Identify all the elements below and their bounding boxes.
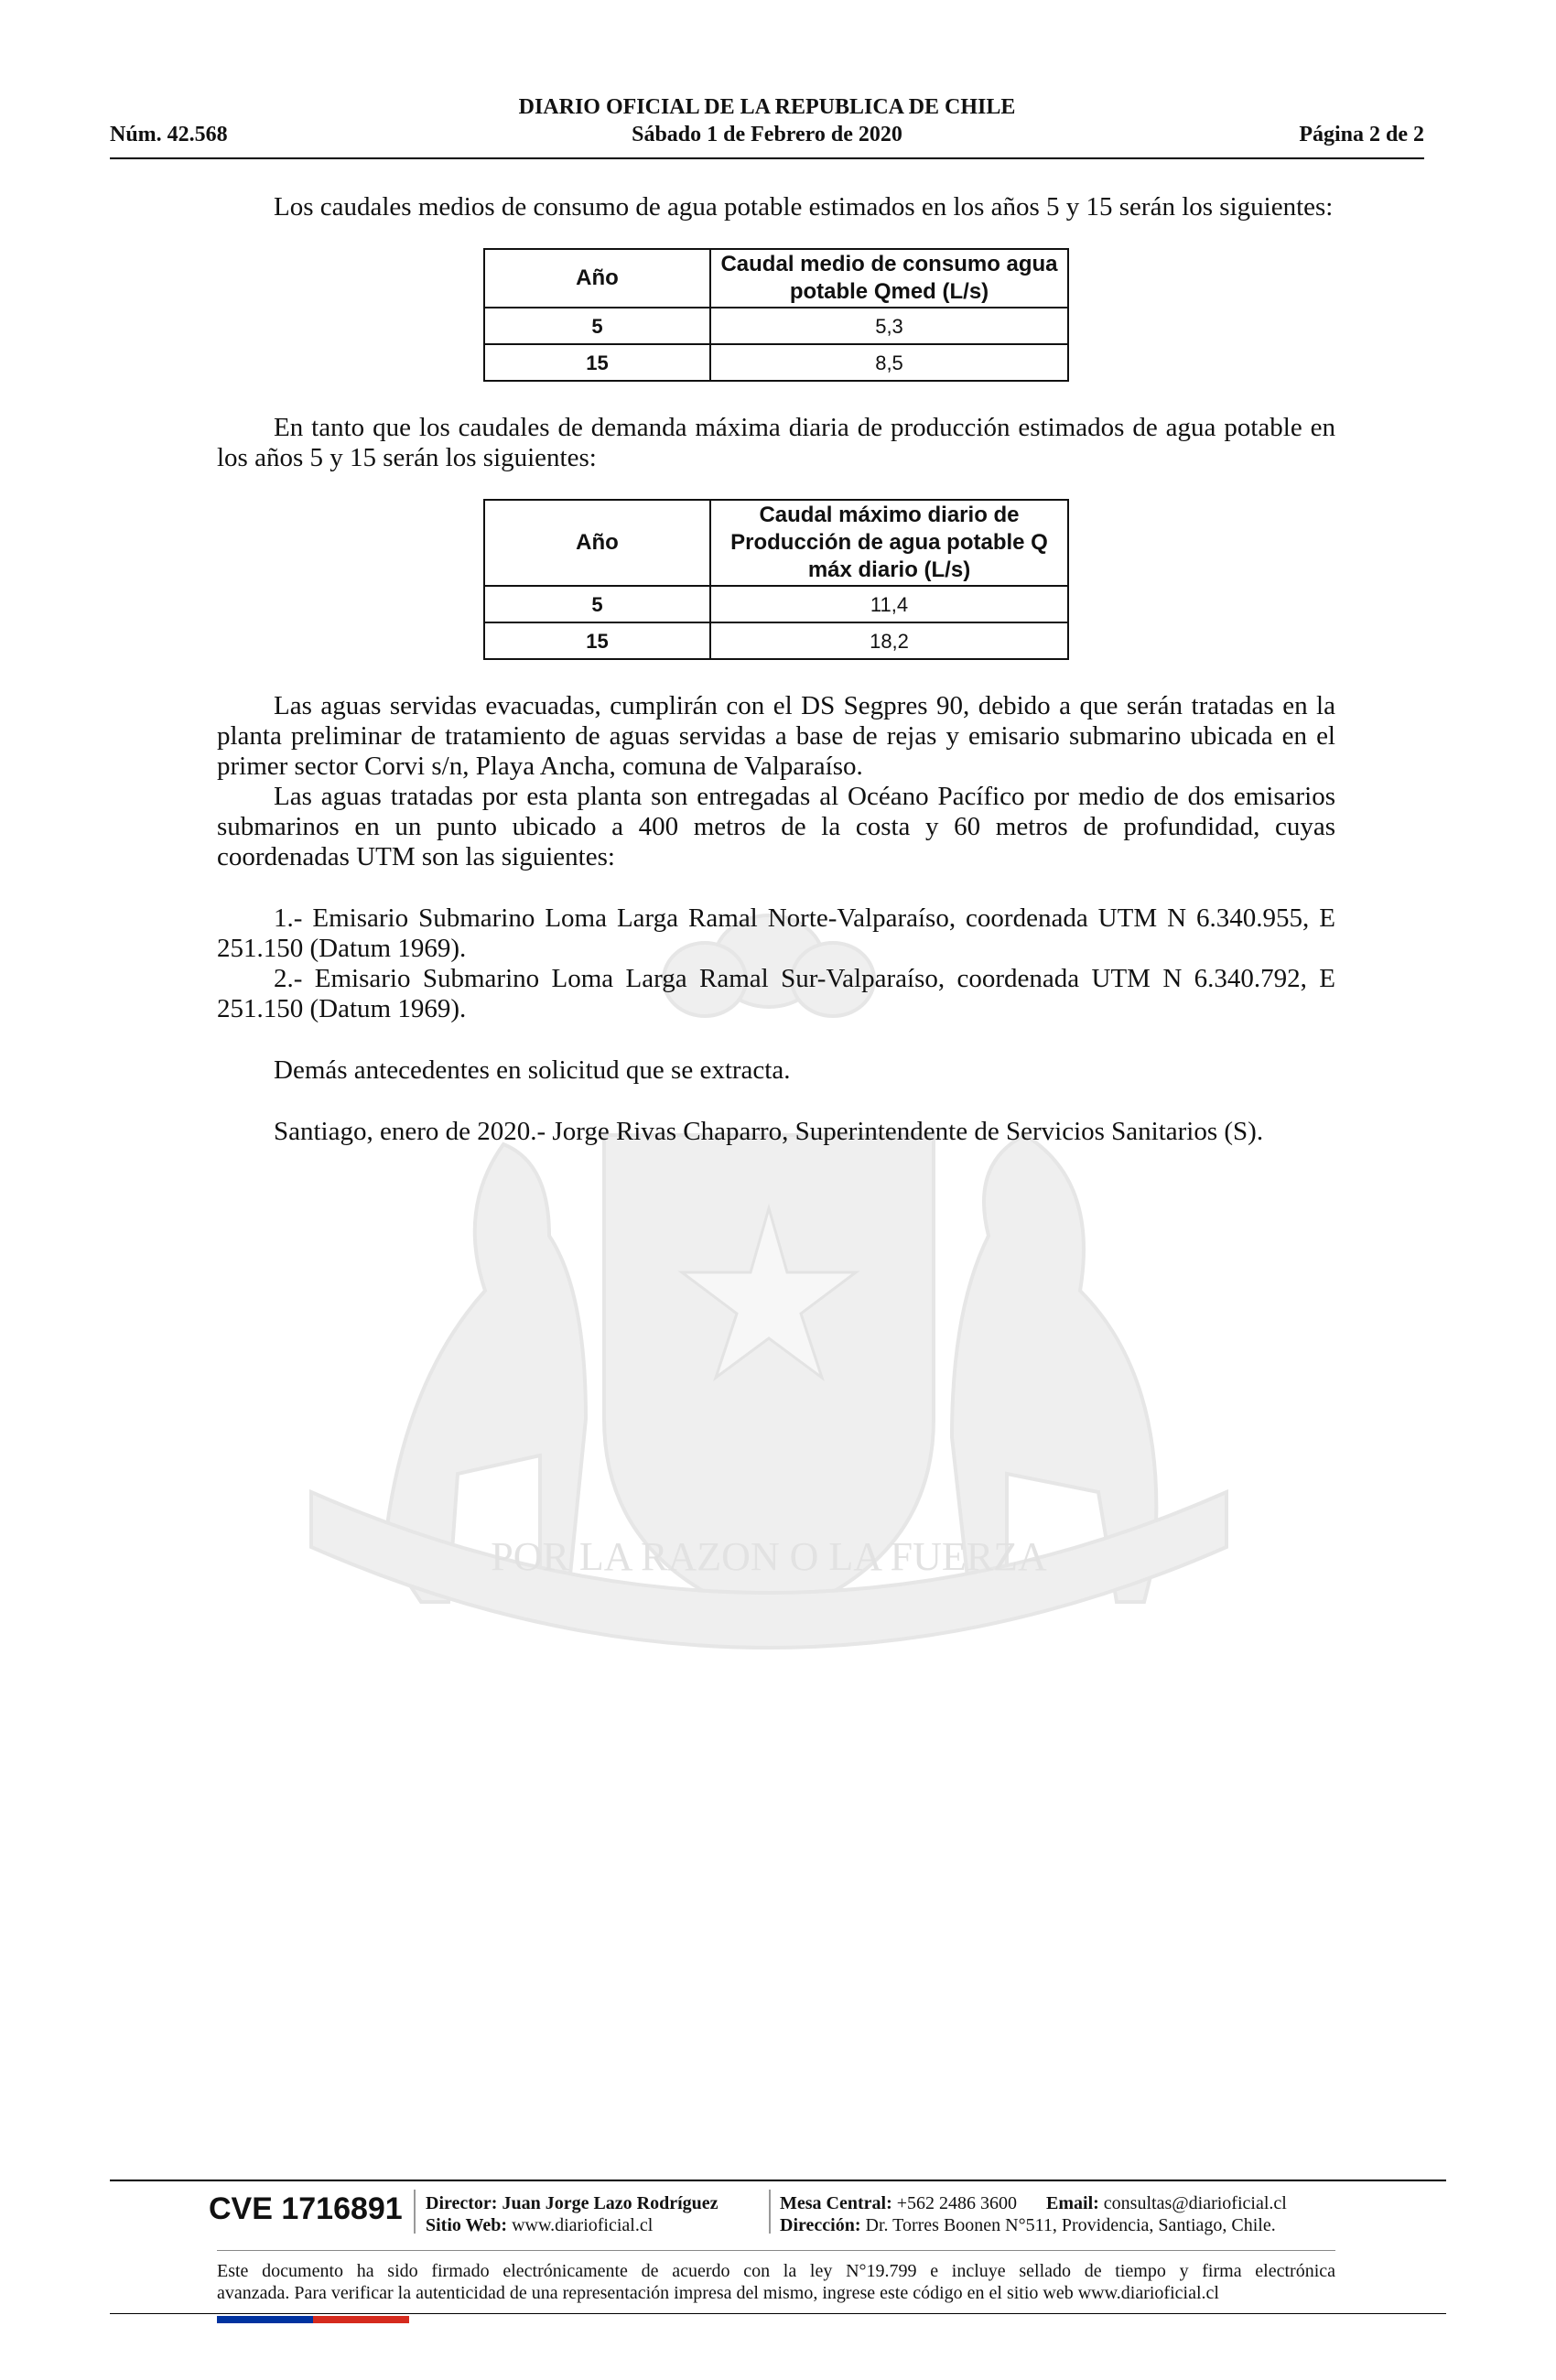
table-row xyxy=(484,622,1068,659)
table-cell-value: 18,2 xyxy=(710,622,1068,659)
table-header-qmed: Caudal medio de consumo agua potable Qmed (L/s) xyxy=(710,249,1068,308)
website-label: Sitio Web: xyxy=(426,2215,508,2235)
table-cell-year: 5 xyxy=(484,586,710,622)
footer-director-block xyxy=(426,2192,719,2236)
paragraph-max-demand-intro: En tanto que los caudales de demanda máxima diaria de producción estimados de agua potable en los años 5 y 15 serán los siguientes: xyxy=(217,413,1335,472)
director-label: Director: xyxy=(426,2193,498,2213)
flag-stripe-red xyxy=(313,2316,409,2323)
page-number: Página 2 de 2 xyxy=(1299,123,1424,146)
legal-notice xyxy=(217,2260,1335,2304)
table-cell-year: 5 xyxy=(484,308,710,344)
legal-line: avanzada. Para verificar la autenticidad de una representación impresa del mismo, ingrese este código en el sitio web www.diarioficial.cl xyxy=(217,2283,1219,2303)
address-label: Dirección: xyxy=(780,2215,861,2235)
table-row xyxy=(484,308,1068,344)
paragraph-wastewater: Las aguas servidas evacuadas, cumplirán con el DS Segpres 90, debido a que serán tratadas en la planta preliminar de tratamiento de aguas servidas a base de rejas y emisario submarino ubicada en el primer sector Corvi s/n, Playa Ancha, comuna de Valparaíso. xyxy=(217,691,1335,781)
table-header-year: Año xyxy=(484,500,710,586)
table-cell-value: 5,3 xyxy=(710,308,1068,344)
issue-number: Núm. 42.568 xyxy=(110,123,228,146)
address-value: Dr. Torres Boonen N°511, Providencia, Santiago, Chile. xyxy=(865,2215,1276,2235)
table-cell-year: 15 xyxy=(484,622,710,659)
footer-divider xyxy=(110,2180,1446,2181)
table-row xyxy=(484,586,1068,622)
table-row xyxy=(484,344,1068,381)
phone-label: Mesa Central: xyxy=(780,2193,892,2213)
legal-line: Este documento ha sido firmado electrónicamente de acuerdo con la ley N°19.799 e incluye sellado de tiempo y firma electrónica xyxy=(217,2261,1335,2281)
table-header-qmax: Caudal máximo diario de Producción de agua potable Q máx diario (L/s) xyxy=(710,500,1068,586)
flag-stripe-blue xyxy=(217,2316,313,2323)
footer-divider xyxy=(217,2250,1335,2251)
cve-code: CVE 1716891 xyxy=(209,2191,403,2226)
table-cell-value: 11,4 xyxy=(710,586,1068,622)
table-cell-value: 8,5 xyxy=(710,344,1068,381)
document-body xyxy=(217,192,1335,1147)
phone-number: +562 2486 3600 xyxy=(896,2193,1018,2213)
flag-stripe xyxy=(217,2316,409,2323)
paragraph-outfall-south: 2.- Emisario Submarino Loma Larga Ramal Sur-Valparaíso, coordenada UTM N 6.340.792, E 251.150 (Datum 1969). xyxy=(217,964,1335,1023)
paragraph-consumption-intro: Los caudales medios de consumo de agua potable estimados en los años 5 y 15 serán los siguientes: xyxy=(274,192,1334,222)
table-mean-consumption xyxy=(483,248,1069,382)
watermark-motto: POR LA RAZON O LA FUERZA xyxy=(491,1534,1047,1579)
page-header xyxy=(110,92,1424,159)
footer-separator xyxy=(414,2190,416,2234)
newspaper-title: DIARIO OFICIAL DE LA REPUBLICA DE CHILE xyxy=(518,95,1016,119)
paragraph-other-antecedents: Demás antecedentes en solicitud que se extracta. xyxy=(274,1055,791,1085)
table-header-year: Año xyxy=(484,249,710,308)
paragraph-signature: Santiago, enero de 2020.- Jorge Rivas Chaparro, Superintendente de Servicios Sanitarios (S). xyxy=(274,1117,1264,1146)
footer-separator xyxy=(769,2190,771,2234)
website-link[interactable]: www.diarioficial.cl xyxy=(512,2215,654,2235)
director-name: Juan Jorge Lazo Rodríguez xyxy=(502,2193,719,2213)
email-label: Email: xyxy=(1046,2193,1099,2213)
email-link[interactable]: consultas@diarioficial.cl xyxy=(1103,2193,1287,2213)
issue-date: Sábado 1 de Febrero de 2020 xyxy=(632,123,902,146)
paragraph-outfalls: Las aguas tratadas por esta planta son entregadas al Océano Pacífico por medio de dos emisarios submarinos en un punto ubicado a 400 metros de la costa y 60 metros de profundidad, cuyas coordenadas UTM son las siguientes: xyxy=(217,782,1335,871)
paragraph-outfall-north: 1.- Emisario Submarino Loma Larga Ramal Norte-Valparaíso, coordenada UTM N 6.340.955, E 251.150 (Datum 1969). xyxy=(217,903,1335,963)
table-cell-year: 15 xyxy=(484,344,710,381)
footer-divider xyxy=(110,2313,1446,2314)
footer-contact-block xyxy=(780,2192,1287,2236)
table-max-daily-production xyxy=(483,499,1069,660)
